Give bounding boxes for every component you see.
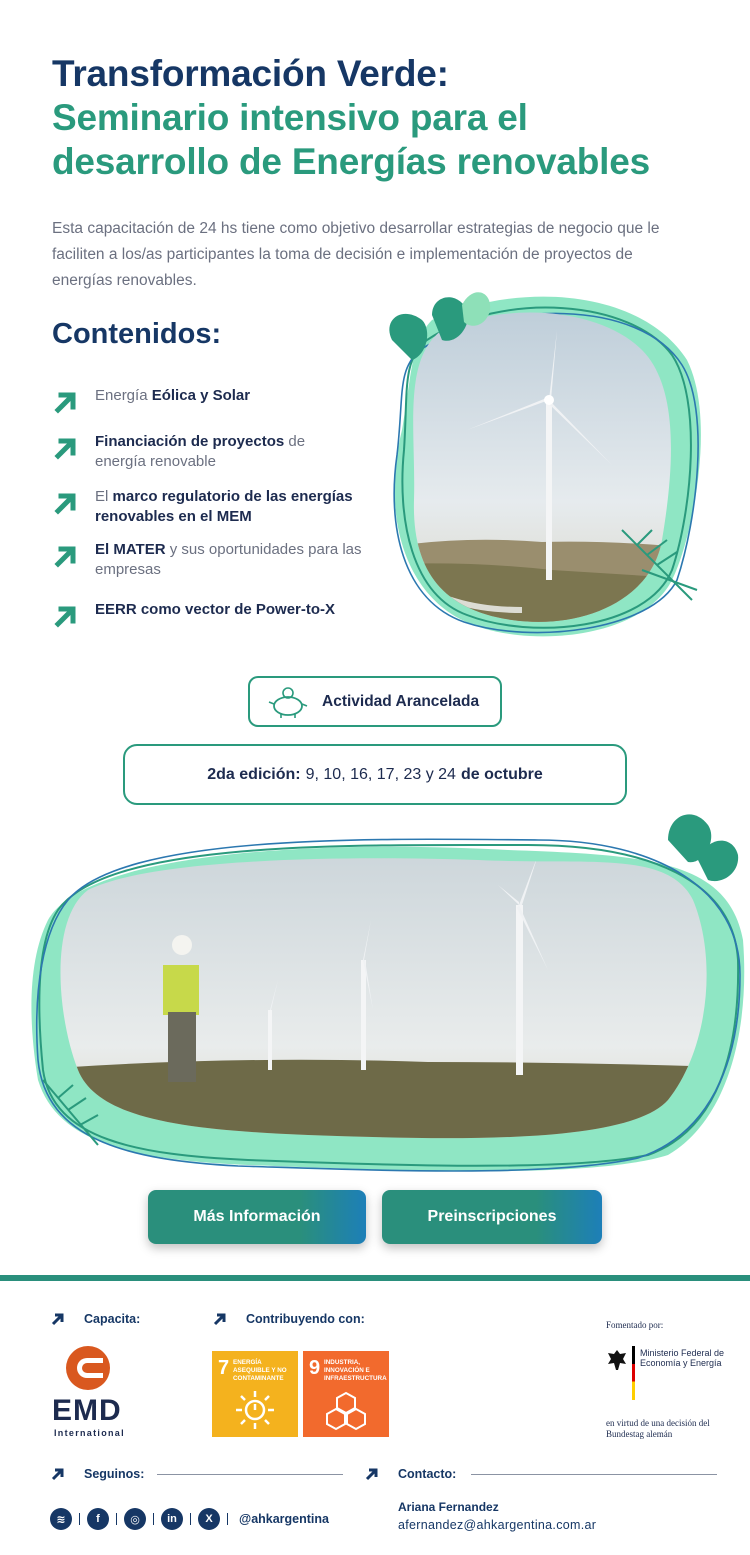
contacto-label bbox=[364, 1466, 456, 1482]
arrow-up-right-icon bbox=[212, 1311, 228, 1327]
arrow-up-right-icon bbox=[50, 1466, 66, 1482]
contacto-text: Contacto: bbox=[398, 1467, 457, 1481]
emd-logo-word: EMD bbox=[52, 1394, 122, 1427]
item-bold: El MATER bbox=[95, 541, 166, 558]
item-post: y sus oportunidades para las empresas bbox=[95, 541, 362, 578]
item-bold: marco regulatorio de las energías renovables en el MEM bbox=[95, 488, 353, 525]
mas-informacion-button[interactable]: Más Información bbox=[148, 1190, 366, 1244]
edition-label: 2da edición: bbox=[207, 765, 301, 783]
cubes-icon bbox=[325, 1389, 367, 1431]
instagram-icon[interactable]: ◎ bbox=[124, 1508, 146, 1530]
seguinos-label bbox=[50, 1466, 144, 1482]
list-item bbox=[52, 386, 382, 416]
arrow-up-right-icon bbox=[52, 434, 80, 462]
emd-logo-sub: International bbox=[54, 1428, 125, 1438]
facebook-icon[interactable]: f bbox=[87, 1508, 109, 1530]
contenidos-heading: Contenidos: bbox=[52, 318, 222, 350]
list-item bbox=[52, 600, 382, 630]
intro-text: Esta capacitación de 24 hs tiene como objetivo desarrollar estrategias de negocio que le faciliten a los/as participantes la toma de decisión e implementación de proyectos de energías renovables. bbox=[52, 220, 660, 289]
capacita-label bbox=[50, 1311, 140, 1327]
capacita-text: Capacita: bbox=[84, 1312, 141, 1326]
badge-label: Actividad Arancelada bbox=[322, 692, 480, 710]
contacto-rule bbox=[471, 1474, 717, 1475]
linkedin-icon[interactable]: in bbox=[161, 1508, 183, 1530]
item-bold: EERR como vector de Power-to-X bbox=[95, 601, 336, 618]
edition-days: 9, 10, 16, 17, 23 y 24 bbox=[305, 765, 456, 783]
arrow-up-right-icon bbox=[364, 1466, 380, 1482]
arrow-up-right-icon bbox=[52, 489, 80, 517]
ministerio-text: Ministerio Federal de Economía y Energía bbox=[640, 1348, 725, 1368]
contribuyendo-text: Contribuyendo con: bbox=[246, 1312, 365, 1326]
list-item bbox=[52, 540, 382, 580]
contact-name: Ariana Fernandez bbox=[398, 1500, 499, 1514]
arrow-up-right-icon bbox=[50, 1311, 66, 1327]
item-pre: El bbox=[95, 488, 113, 505]
preinscripciones-button[interactable]: Preinscripciones bbox=[382, 1190, 602, 1244]
title-line-3: desarrollo de Energías renovables bbox=[52, 141, 650, 182]
arrow-up-right-icon bbox=[52, 542, 80, 570]
sun-power-icon bbox=[234, 1389, 276, 1431]
arrow-up-right-icon bbox=[52, 602, 80, 630]
list-item bbox=[52, 487, 382, 527]
social-handle[interactable]: @ahkargentina bbox=[239, 1512, 329, 1526]
wind-farm-worker-illustration bbox=[28, 800, 750, 1180]
item-bold: Eólica y Solar bbox=[151, 387, 251, 404]
eagle-icon bbox=[606, 1348, 628, 1372]
sdg-7-text: ENERGÍA ASEQUIBLE Y NO CONTAMINANTE bbox=[233, 1359, 287, 1382]
piggy-bank-icon bbox=[266, 684, 310, 720]
edition-dates bbox=[123, 744, 627, 805]
item-post: de energía renovable bbox=[95, 433, 306, 470]
seguinos-rule bbox=[157, 1474, 343, 1475]
contribuyendo-label bbox=[212, 1311, 365, 1327]
sdg-7-number: 7 bbox=[218, 1357, 230, 1379]
page-title bbox=[52, 52, 732, 184]
ministerio-logo bbox=[606, 1346, 736, 1406]
german-flag-bar bbox=[632, 1346, 635, 1400]
title-line-1: Transformación Verde: bbox=[52, 53, 449, 94]
x-twitter-icon[interactable]: X bbox=[198, 1508, 220, 1530]
edition-month: de octubre bbox=[460, 765, 543, 783]
item-pre: Energía bbox=[95, 387, 152, 404]
contact-email-link[interactable]: afernandez@ahkargentina.com.ar bbox=[398, 1518, 597, 1532]
sdg-7-badge bbox=[212, 1351, 298, 1437]
list-item bbox=[52, 432, 382, 472]
sdg-9-badge bbox=[303, 1351, 389, 1437]
footer-divider bbox=[0, 1275, 750, 1281]
arancelada-badge bbox=[248, 676, 502, 727]
fomentado-label: Fomentado por: bbox=[606, 1320, 664, 1330]
sdg-9-text: INDUSTRIA, INNOVACIÓN E INFRAESTRUCTURA bbox=[324, 1359, 387, 1382]
arrow-up-right-icon bbox=[52, 388, 80, 416]
seguinos-text: Seguinos: bbox=[84, 1467, 145, 1481]
emd-logo bbox=[52, 1346, 132, 1441]
spotify-icon[interactable]: ≋ bbox=[50, 1508, 72, 1530]
title-line-2: Seminario intensivo para el bbox=[52, 97, 528, 138]
bundestag-text: en virtud de una decisión del Bundestag alemán bbox=[606, 1418, 710, 1439]
social-links bbox=[50, 1508, 329, 1530]
wind-turbine-illustration bbox=[372, 280, 712, 650]
item-bold: Financiación de proyectos bbox=[95, 433, 285, 450]
sdg-9-number: 9 bbox=[309, 1357, 321, 1379]
